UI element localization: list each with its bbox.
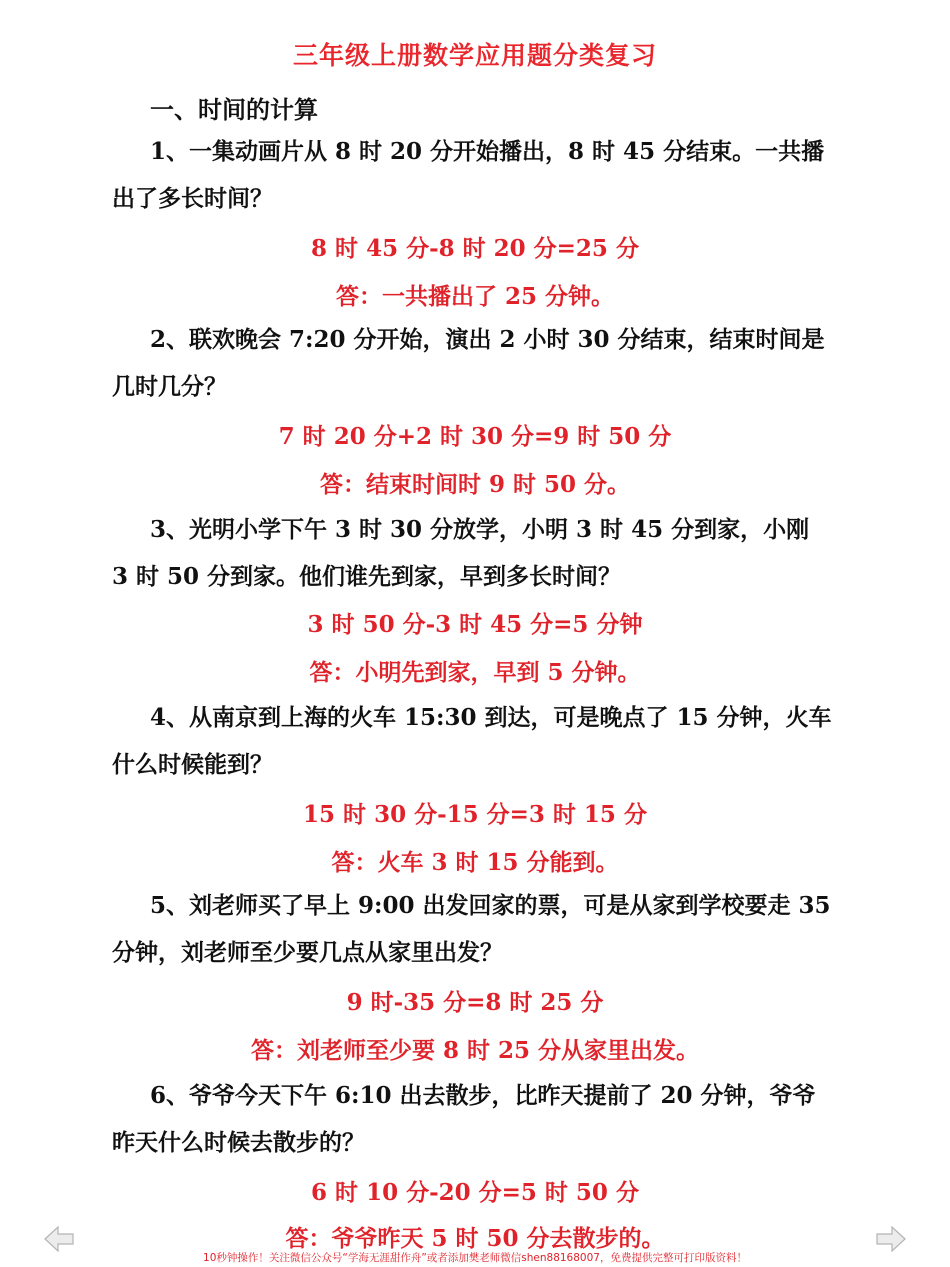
section-heading: 一、时间的计算 — [150, 95, 318, 124]
problem-equation: 6 时 10 分-20 分=5 时 50 分 — [311, 1179, 639, 1206]
problem-answer: 答：爷爷昨天 5 时 50 分去散步的。 — [285, 1225, 665, 1252]
problem-question: 1、一集动画片从 8 时 20 分开始播出，8 时 45 分结束。一共播出了多长时间？ — [112, 138, 825, 212]
problem-answer: 答：结束时间时 9 时 50 分。 — [319, 471, 631, 498]
problem-question: 4、从南京到上海的火车 15:30 到达，可是晚点了 15 分钟，火车什么时候能到？ — [112, 704, 832, 778]
problem-1-question-block — [112, 128, 832, 222]
problem-4-question-block — [112, 694, 832, 788]
problem-equation: 9 时-35 分=8 时 25 分 — [346, 989, 604, 1016]
problem-equation: 7 时 20 分+2 时 30 分=9 时 50 分 — [278, 423, 672, 450]
problem-question: 3、光明小学下午 3 时 30 分放学，小明 3 时 45 分到家，小刚 3 时 50 分到家。他们谁先到家，早到多长时间？ — [112, 516, 810, 590]
problem-equation: 15 时 30 分-15 分=3 时 15 分 — [303, 801, 647, 828]
problem-equation: 3 时 50 分-3 时 45 分=5 分钟 — [307, 611, 643, 638]
problem-question: 2、联欢晚会 7:20 分开始，演出 2 小时 30 分结束，结束时间是几时几分？ — [112, 326, 825, 400]
problem-answer: 答：小明先到家，早到 5 分钟。 — [309, 659, 641, 686]
problem-question: 6、爷爷今天下午 6:10 出去散步，比昨天提前了 20 分钟，爷爷昨天什么时候去散步的？ — [112, 1082, 816, 1156]
problem-question: 5、刘老师买了早上 9:00 出发回家的票，可是从家到学校要走 35 分钟，刘老师至少要几点从家里出发？ — [112, 892, 831, 966]
problem-answer: 答：刘老师至少要 8 时 25 分从家里出发。 — [250, 1037, 700, 1064]
problem-equation: 8 时 45 分-8 时 20 分=25 分 — [311, 235, 639, 262]
problem-5-question-block — [112, 882, 832, 976]
problem-answer: 答：一共播出了 25 分钟。 — [335, 283, 615, 310]
problem-2-question-block — [112, 316, 832, 410]
footer-note: 10秒钟操作！关注微信公众号“学海无涯甜作舟”或者添加樊老师微信shen88168007，免费提供完整可打印版资料！ — [203, 1252, 747, 1264]
problem-6-question-block — [112, 1072, 832, 1166]
problem-answer: 答：火车 3 时 15 分能到。 — [331, 849, 619, 876]
page-title: 三年级上册数学应用题分类复习 — [292, 41, 657, 70]
problem-3-question-block — [112, 506, 832, 600]
